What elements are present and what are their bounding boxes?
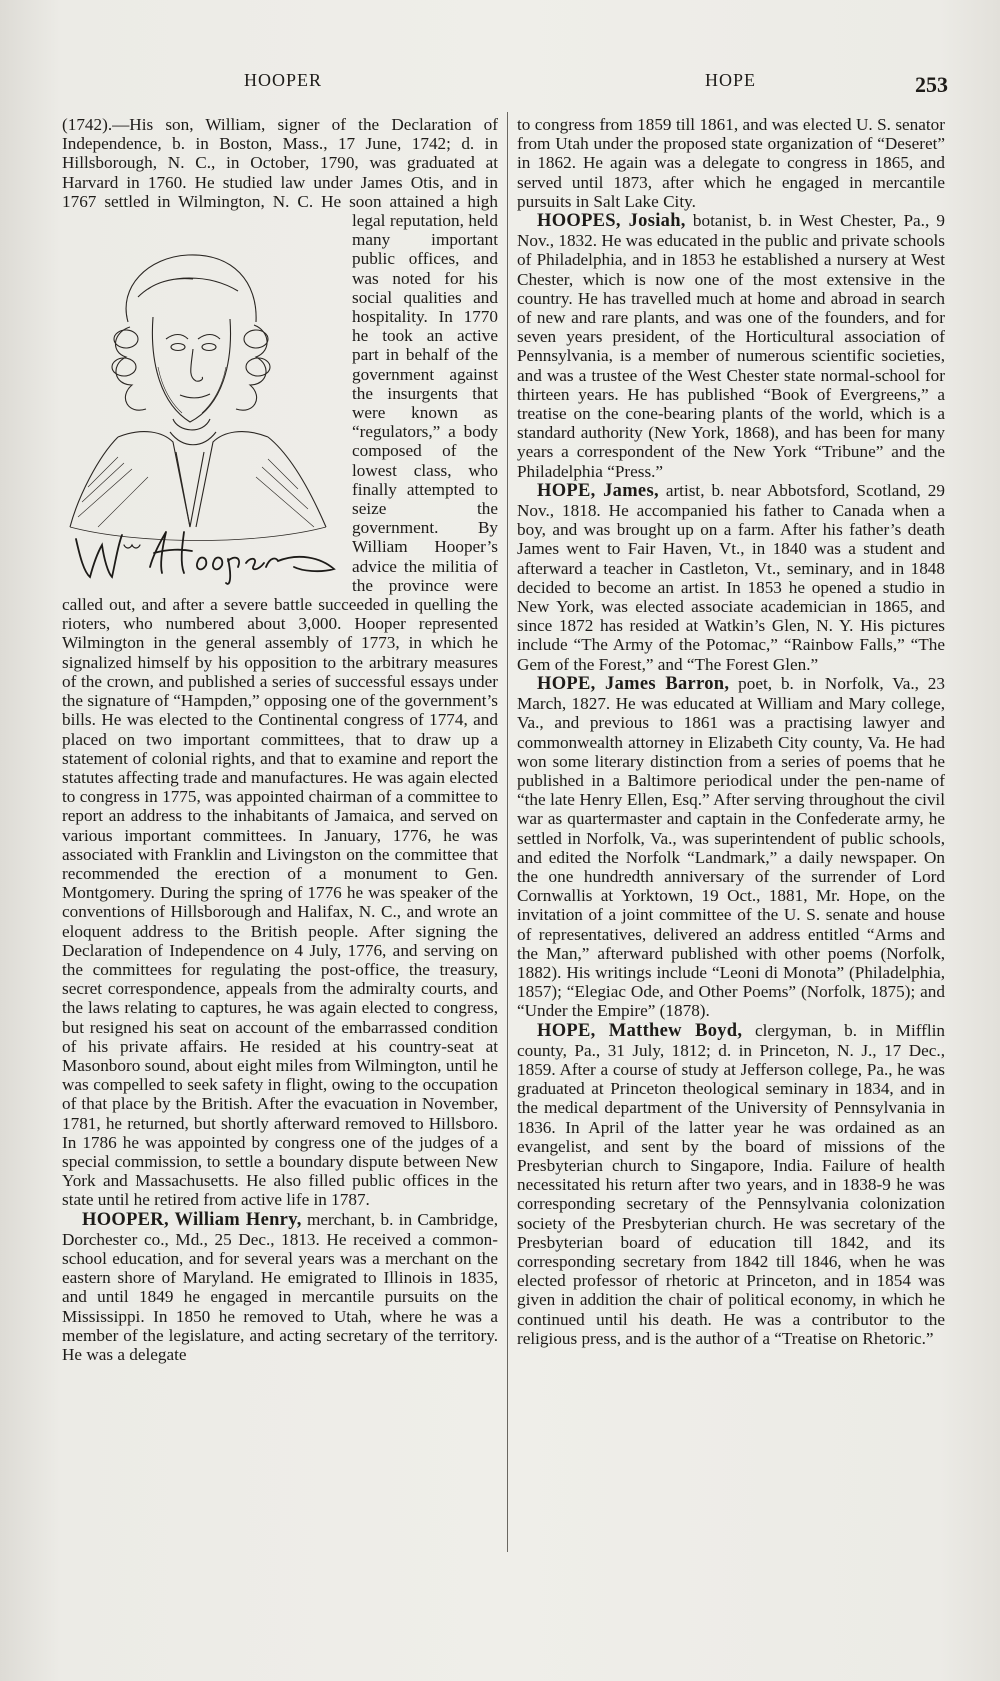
hoopes-josiah-text: botanist, b. in West Chester, Pa., 9 Nov., 1832. He was educated in the public and private schools of Philadelphia, and in 1853 he established a nursery at West Chester, which is now one of the most extensive in the country. He has travelled much at home and abroad in search of new and rare plants, and was one of the founders, and for seven years president, of the Horticultural association of Pennsylvania, is a member of numerous scientific societies, and was a trustee of the West Chester state normal-school for thirteen years. He has published “Book of Evergreens,” a treatise on the cone-bearing plants of the world, which is a standard authority (New York, 1868), and has been for many years a correspondent of the New York “Tribune” and the Philadelphia “Press.”	[517, 211, 946, 481]
hooper-william-henry-text: merchant, b. in Cambridge, Dorchester co., Md., 25 Dec., 1813. He received a common-school education, and for several years was a merchant on the eastern shore of Maryland. He emigrated to Illinois in 1835, and until 1849 he engaged in mercantile pursuits on the Mississippi. In 1850 he removed to Utah, where he was a member of the legislature, and acting secretary of the territory. He was a delegate	[62, 1209, 498, 1364]
hoopes-josiah-entry	[517, 211, 945, 481]
left-column	[62, 115, 498, 1364]
hooper-continuation	[517, 115, 945, 211]
hope-matthew-boyd-entry	[517, 1021, 945, 1348]
running-head-center: HOPE	[705, 70, 757, 90]
entry-name-hoopes-josiah: HOOPES, Josiah,	[537, 211, 686, 232]
running-head-left: HOOPER	[244, 70, 323, 90]
entry-name-hope-james-barron: HOPE, James Barron,	[537, 673, 730, 694]
entry-name-hope-matthew-boyd: HOPE, Matthew Boyd,	[537, 1020, 743, 1041]
hooper-william-text: (1742).—His son, William, signer of the Declaration of Independence, b. in Boston, Mass., 17 June, 1742; d. in Hillsborough, N. C., in October, 1790, was graduated at Harvard in 1760. He studied law under James Otis, and in 1767 settled in Wilmington, N. C. He soon attained a high legal reputation, held many important public offices, and was noted for his social qualities and hospitality. In 1770 he took an active part in behalf of the government against the insurgents that were known as “regulators,” a body composed of the lowest class, who finally attempted to seize the government. By William Hooper’s advice the militia of the province were called out, and after a severe battle succeeded in quelling the rioters, who numbered about 3,000. Hooper represented Wilmington in the general assembly of 1773, in which he signalized himself by his opposition to the arbitrary measures of the crown, and published a series of successful essays under the signature of “Hampden,” opposing one of the government’s bills. He was elected to the Continental congress of 1774, and placed on two important committees, that to draw up a statement of colonial rights, and that to examine and report the statutes affecting trade and manufactures. He was again elected to congress in 1775, was appointed chairman of a committee to report an address to the inhabitants of Jamaica, and served on various important committees. In January, 1776, he was associated with Franklin and Livingston on the committee that recommended the erection of a monument to Gen. Montgomery. During the spring of 1776 he was speaker of the conventions of Hillsborough and Halifax, N. C., and wrote an eloquent address to the British people. After signing the Declaration of Independence on 4 July, 1776, and serving on the committees for regulating the post-office, the treasury, secret correspondence, appeals from the admiralty courts, and the laws relating to captures, he was again elected to congress, but resigned his seat on account of the embarrassed condition of his private affairs. He resided at his country-seat at Masonboro sound, about eight miles from Wilmington, until he was compelled to seek safety in flight, owing to the occupation of that place by the British. After the evacuation in November, 1781, he returned, but shortly afterward removed to Hillsboro. In 1786 he was appointed by congress one of the judges of a special commission, to settle a boundary dispute between New York and Massachusetts. He also filled public offices in the state until he retired from active life in 1787.	[62, 115, 498, 1210]
hope-james-entry	[517, 481, 945, 674]
portrait-engraving	[58, 227, 344, 585]
entry-name-hope-james: HOPE, James,	[537, 480, 659, 501]
portrait-illustration	[58, 227, 344, 585]
column-divider	[507, 112, 508, 1552]
hope-matthew-boyd-text: clergyman, b. in Mifflin county, Pa., 31 July, 1812; d. in Princeton, N. J., 17 Dec., 1859. After a course of study at Jefferson college, Pa., he was graduated at Princeton theological seminary in 1834, and in the medical department of the University of Pennsylvania in 1836. In April of the latter year he was ordained as an evangelist, and sent by the board of missions of the Presbyterian church to Singapore, India. Failure of health necessitated his return after two years, and in 1838‑9 he was corresponding secretary of the Pennsylvania colonization society of the Presbyterian church. He was secretary of the Presbyterian board of education till 1842, and its corresponding secretary from 1842 till 1846, when he was elected professor of rhetoric at Princeton, and in 1854 was given in addition the chair of political economy, in which he continued until his death. He was a contributor to the religious press, and is the author of a “Treatise on Rhetoric.”	[517, 1020, 945, 1348]
entry-name-hooper-william-henry: HOOPER, William Henry,	[82, 1209, 302, 1230]
hope-james-barron-text: poet, b. in Norfolk, Va., 23 March, 1827. He was educated at William and Mary college, Va., and previous to 1861 was a practising lawyer and commonwealth attorney in Elizabeth City county, Va. He had won some literary distinction from a series of poems that he published in a Baltimore periodical under the pen-name of “the late Henry Ellen, Esq.” After serving throughout the civil war as quartermaster and captain in the Confederate army, he settled in Norfolk, Va., was superintendent of public schools, and edited the Norfolk “Landmark,” a daily newspaper. On the one hundredth anniversary of the surrender of Lord Cornwallis at Yorktown, 19 Oct., 1881, Mr. Hope, on the invitation of a joint committee of the U. S. senate and house of representatives, delivered an address entitled “Arms and the Man,” afterward published with other poems (Norfolk, 1882). His writings include “Leoni di Monota” (Philadelphia, 1857); “Elegiac Ode, and Other Poems” (Norfolk, 1875); and “Under the Empire” (1878).	[517, 673, 945, 1021]
hooper-continuation-text: to congress from 1859 till 1861, and was elected U. S. senator from Utah under the proposed state organization of “Deseret” in 1862. He again was a delegate to congress in 1865, and served until 1873, after which he engaged in mercantile pursuits in Salt Lake City.	[517, 115, 945, 211]
hooper-william-henry-entry	[62, 1210, 498, 1365]
hope-james-barron-entry	[517, 674, 945, 1021]
right-column	[517, 115, 945, 1348]
page-number: 253	[915, 72, 948, 97]
hope-james-text: artist, b. near Abbotsford, Scotland, 29 Nov., 1818. He accompanied his father to Canada when a boy, and was brought up on a farm. After his father’s death James went to Fair Haven, Vt., in 1840 was a student and afterward a teacher in Castleton, Vt., seminary, and in 1848 decided to become an artist. In 1853 he opened a studio in New York, was elected associate academician in 1865, and since 1872 has resided at Watkin’s Glen, N. Y. His pictures include “The Army of the Potomac,” “Rainbow Falls,” “The Gem of the Forest,” and “The Forest Glen.”	[517, 480, 945, 674]
